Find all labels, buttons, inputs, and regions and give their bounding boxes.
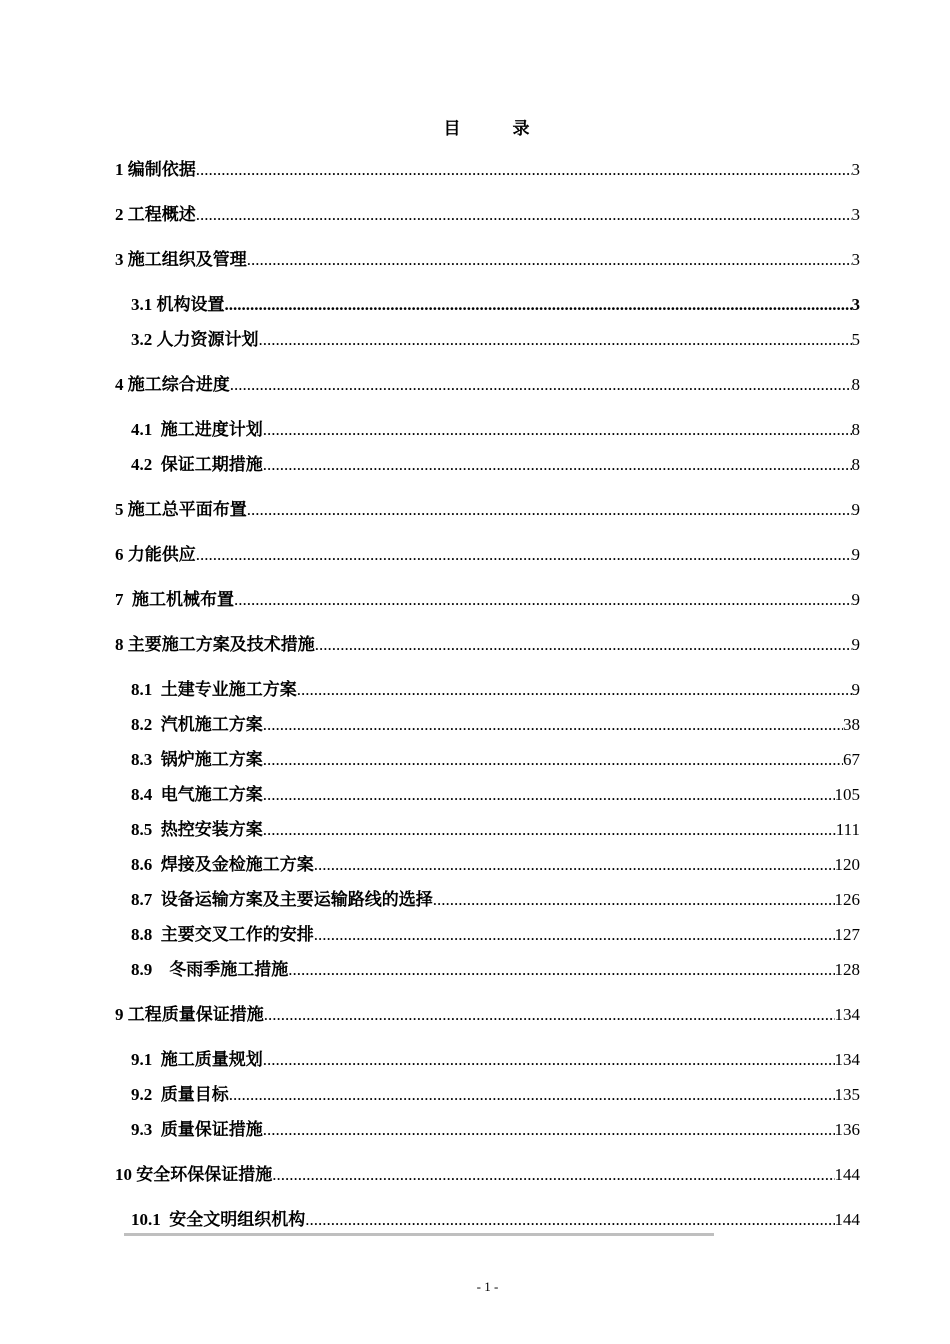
leader-dots [247,492,852,527]
toc-entry-number: 8.9 [131,960,170,979]
toc-entry-number: 4 [115,375,128,394]
toc-entry-7[interactable] [115,582,860,617]
toc-entry-8-1[interactable] [115,672,860,707]
toc-entry-text: 主要交叉工作的安排 [160,925,314,944]
toc-entry-number: 10 [115,1165,137,1184]
toc-entry-8-7[interactable] [115,882,860,917]
toc-entry-3-2[interactable] [115,322,860,357]
toc-entry-number: 2 [115,205,128,224]
toc-entry-text: 主要施工方案及技术措施 [127,635,315,654]
toc-title-part1: 目 [443,119,463,138]
toc-entry-page: 9 [851,680,860,699]
toc-entry-text: 施工组织及管理 [127,250,247,269]
toc-entry-text: 施工综合进度 [127,375,230,394]
leader-dots [305,1202,834,1237]
toc-entry-text: 质量目标 [160,1085,229,1104]
toc-entry-page: 3 [851,250,860,269]
table-of-contents [115,152,860,1237]
toc-entry-number: 8.5 [131,820,161,839]
toc-entry-8-3[interactable] [115,742,860,777]
toc-entry-text: 工程质量保证措施 [127,1005,264,1024]
leader-dots [314,917,835,952]
toc-entry-6[interactable] [115,537,860,572]
leader-dots [196,152,852,187]
leader-dots [230,367,852,402]
toc-entry-number: 8.3 [131,750,161,769]
leader-dots [229,1077,835,1112]
toc-entry-page: 144 [834,1210,860,1229]
toc-entry-page: 144 [834,1165,860,1184]
leader-dots [288,952,834,987]
toc-entry-3[interactable] [115,242,860,277]
toc-entry-text: 人力资源计划 [156,330,259,349]
toc-entry-page: 134 [834,1050,860,1069]
leader-dots [263,777,835,812]
toc-entry-text: 冬雨季施工措施 [169,960,289,979]
leader-dots [263,1042,835,1077]
toc-entry-text: 锅炉施工方案 [160,750,263,769]
toc-entry-text: 机构设置 [156,295,225,314]
toc-entry-9-1[interactable] [115,1042,860,1077]
leader-dots [263,812,836,847]
toc-entry-number: 3.1 [131,295,157,314]
toc-entry-text: 设备运输方案及主要运输路线的选择 [160,890,433,909]
leader-dots [263,447,852,482]
toc-entry-text: 施工进度计划 [160,420,263,439]
toc-entry-text: 汽机施工方案 [160,715,263,734]
toc-entry-9[interactable] [115,997,860,1032]
toc-entry-8-5[interactable] [115,812,860,847]
toc-entry-text: 质量保证措施 [160,1120,263,1139]
toc-entry-page: 38 [843,715,860,734]
leader-dots [314,847,835,882]
toc-entry-4-1[interactable] [115,412,860,447]
leader-dots [247,242,852,277]
toc-entry-number: 7 [115,590,132,609]
toc-entry-text: 施工总平面布置 [127,500,247,519]
toc-entry-number: 9.1 [131,1050,161,1069]
toc-entry-number: 10.1 [131,1210,170,1229]
toc-entry-page: 134 [834,1005,860,1024]
toc-entry-page: 9 [851,500,860,519]
toc-entry-text: 焊接及金检施工方案 [160,855,314,874]
toc-entry-1[interactable] [115,152,860,187]
toc-entry-page: 5 [851,330,860,349]
toc-entry-10-1[interactable] [115,1202,860,1237]
toc-entry-text: 土建专业施工方案 [160,680,297,699]
leader-dots [263,707,843,742]
toc-entry-4-2[interactable] [115,447,860,482]
toc-entry-page: 9 [851,590,860,609]
toc-entry-number: 1 [115,160,128,179]
toc-entry-number: 8.2 [131,715,161,734]
toc-entry-text: 施工质量规划 [160,1050,263,1069]
toc-entry-number: 8.4 [131,785,161,804]
toc-entry-8-6[interactable] [115,847,860,882]
leader-dots [263,1112,835,1147]
leader-dots [264,997,835,1032]
toc-entry-page: 3 [851,205,860,224]
toc-entry-page: 127 [834,925,860,944]
toc-entry-text: 热控安装方案 [160,820,263,839]
footer-divider [124,1233,714,1236]
leader-dots [234,582,852,617]
toc-entry-8-4[interactable] [115,777,860,812]
toc-entry-number: 9.3 [131,1120,161,1139]
toc-entry-4[interactable] [115,367,860,402]
toc-entry-text: 保证工期措施 [160,455,263,474]
toc-entry-text: 编制依据 [127,160,196,179]
toc-entry-page: 67 [843,750,860,769]
toc-entry-page: 8 [851,420,860,439]
toc-entry-number: 8 [115,635,128,654]
toc-entry-number: 6 [115,545,128,564]
toc-entry-8-8[interactable] [115,917,860,952]
toc-entry-number: 8.6 [131,855,161,874]
leader-dots [433,882,835,917]
toc-entry-page: 120 [834,855,860,874]
leader-dots [196,537,852,572]
toc-entry-page: 9 [851,635,860,654]
toc-entry-page: 3 [851,295,860,314]
toc-title-part2: 录 [512,119,532,138]
toc-entry-3-1[interactable] [115,287,860,322]
toc-entry-page: 8 [851,455,860,474]
toc-entry-page: 9 [851,545,860,564]
toc-entry-text: 安全文明组织机构 [169,1210,306,1229]
toc-entry-number: 4.2 [131,455,161,474]
toc-entry-8-2[interactable] [115,707,860,742]
toc-entry-number: 4.1 [131,420,161,439]
toc-entry-page: 111 [835,820,860,839]
toc-entry-9-3[interactable] [115,1112,860,1147]
toc-entry-page: 8 [851,375,860,394]
toc-entry-number: 5 [115,500,128,519]
toc-entry-text: 施工机械布置 [132,590,234,609]
toc-entry-5[interactable] [115,492,860,527]
toc-entry-9-2[interactable] [115,1077,860,1112]
toc-entry-text: 电气施工方案 [160,785,263,804]
toc-entry-text: 工程概述 [127,205,196,224]
leader-dots [297,672,852,707]
toc-entry-text: 安全环保保证措施 [136,1165,273,1184]
leader-dots [225,287,852,322]
page-number: - 1 - [476,1279,499,1294]
leader-dots [272,1157,834,1192]
toc-entry-number: 8.7 [131,890,161,909]
toc-title [0,114,950,139]
toc-entry-page: 136 [834,1120,860,1139]
toc-entry-8[interactable] [115,627,860,662]
toc-entry-number: 8.1 [131,680,161,699]
leader-dots [315,627,852,662]
toc-entry-2[interactable] [115,197,860,232]
toc-entry-10[interactable] [115,1157,860,1192]
toc-entry-number: 3 [115,250,128,269]
leader-dots [263,412,852,447]
leader-dots [196,197,852,232]
toc-entry-page: 135 [834,1085,860,1104]
toc-entry-page: 3 [851,160,860,179]
toc-entry-number: 9 [115,1005,128,1024]
toc-entry-number: 3.2 [131,330,157,349]
toc-entry-page: 128 [834,960,860,979]
leader-dots [259,322,852,357]
toc-entry-page: 105 [834,785,860,804]
toc-entry-number: 9.2 [131,1085,161,1104]
toc-entry-number: 8.8 [131,925,161,944]
leader-dots [263,742,843,777]
toc-entry-8-9[interactable] [115,952,860,987]
toc-entry-page: 126 [834,890,860,909]
toc-entry-text: 力能供应 [127,545,196,564]
